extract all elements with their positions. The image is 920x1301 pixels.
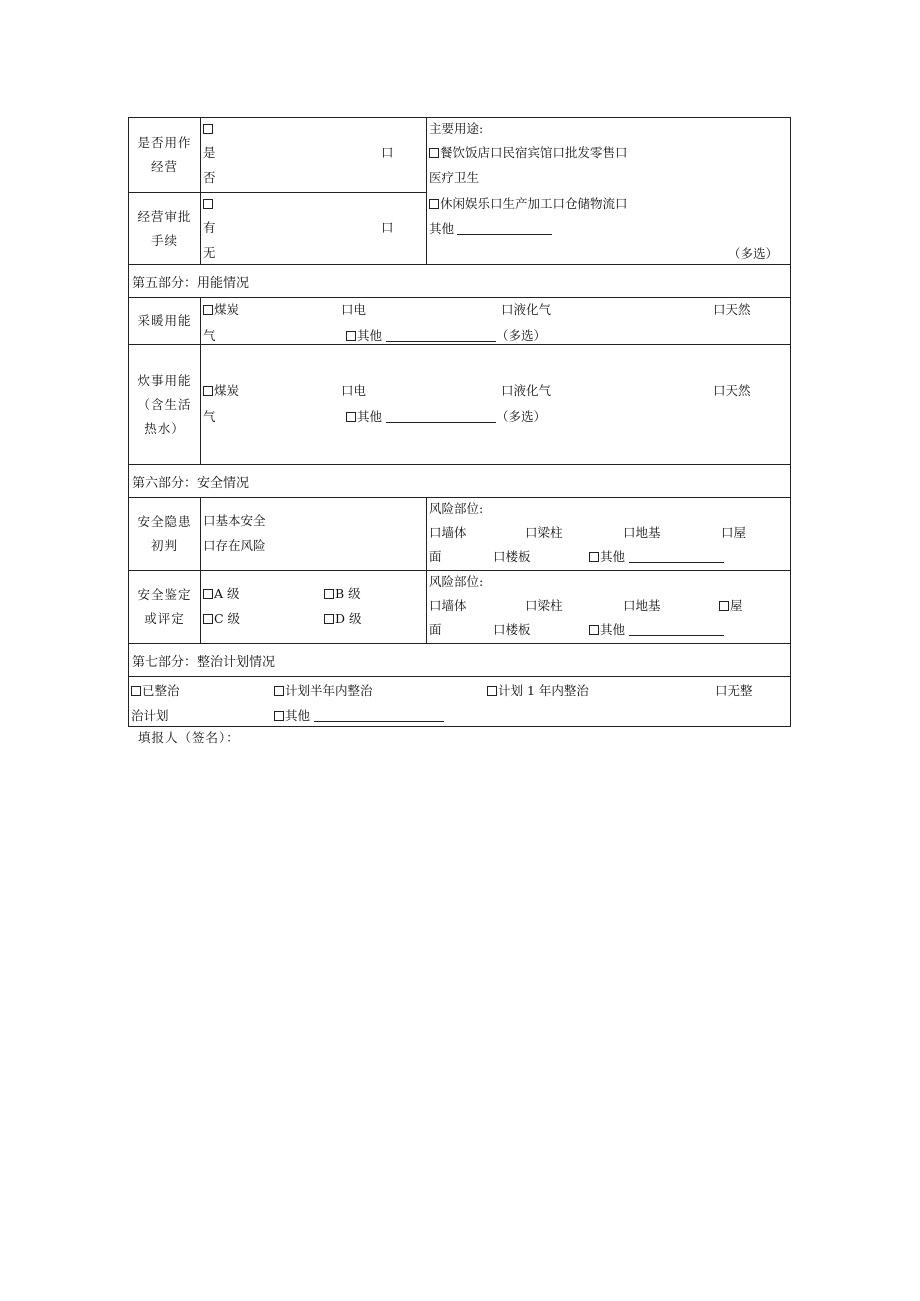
cooking-gas-option[interactable]: 口天然 (713, 383, 751, 398)
hazard-roof-label-cont: 面 (429, 549, 442, 564)
hazard-other-checkbox[interactable] (589, 552, 599, 562)
cooking-coal-checkbox[interactable] (203, 386, 213, 396)
heating-gas-option[interactable]: 口天然 (713, 302, 751, 317)
main-use-line1: 餐饮饭店口民宿宾馆口批发零售口 (440, 145, 628, 160)
approval-yes-checkbox[interactable] (203, 199, 213, 209)
hazard-options-cell (201, 498, 427, 571)
appraisal-a-checkbox[interactable] (203, 589, 213, 599)
appraisal-other-checkbox[interactable] (589, 625, 599, 635)
hazard-other-input[interactable] (629, 550, 724, 563)
main-use-line2: 医疗卫生 (429, 170, 480, 185)
main-use-cell (427, 118, 791, 265)
cooking-lpg-option[interactable]: 口液化气 (501, 383, 552, 398)
heating-other-input[interactable] (386, 329, 496, 342)
cooking-other-checkbox[interactable] (346, 412, 356, 422)
plan-one-year-checkbox[interactable] (487, 686, 497, 696)
hazard-floor-option[interactable]: 口楼板 (493, 549, 531, 564)
no-plan-option[interactable]: 口无整 (715, 683, 753, 698)
appraisal-wall-option[interactable]: 口墙体 (429, 598, 467, 613)
appraisal-roof-checkbox[interactable] (719, 601, 729, 611)
appraisal-b-label: B 级 (335, 586, 361, 601)
approval-label: 经营审批手续 (129, 193, 201, 265)
appraisal-roof-label: 屋 (730, 598, 743, 613)
hazard-wall-option[interactable]: 口墙体 (429, 525, 467, 540)
main-use-other-label: 其他 (429, 221, 455, 236)
appraisal-risk-cell (427, 571, 791, 644)
main-use-checkbox-catering[interactable] (429, 148, 439, 158)
approval-no-label: 无 (203, 245, 216, 260)
heating-options-cell (201, 298, 791, 345)
cooking-other-label: 其他 (357, 409, 383, 424)
rectified-label: 已整治 (142, 683, 180, 698)
approval-options-cell (201, 193, 427, 265)
appraisal-c-label: C 级 (214, 611, 241, 626)
appraisal-d-checkbox[interactable] (324, 614, 334, 624)
appraisal-d-label: D 级 (335, 611, 362, 626)
appraisal-other-label: 其他 (600, 622, 626, 637)
rectification-other-checkbox[interactable] (274, 711, 284, 721)
appraisal-a-label: A 级 (214, 586, 240, 601)
hazard-beam-option[interactable]: 口梁柱 (525, 525, 563, 540)
no-plan-label-cont: 治计划 (131, 708, 169, 723)
cooking-coal-label: 煤炭 (214, 383, 240, 398)
hazard-foundation-option[interactable]: 口地基 (623, 525, 661, 540)
plan-half-year-checkbox[interactable] (274, 686, 284, 696)
hazard-risk-option[interactable]: 口存在风险 (203, 538, 266, 553)
approval-yes-label: 有 (203, 220, 216, 235)
hazard-basic-safe-option[interactable]: 口基本安全 (203, 513, 266, 528)
hazard-label: 安全隐患初判 (129, 498, 201, 571)
heating-label: 采暖用能 (129, 298, 201, 345)
appraisal-c-checkbox[interactable] (203, 614, 213, 624)
hazard-risk-cell (427, 498, 791, 571)
appraisal-label: 安全鉴定或评定 (129, 571, 201, 644)
operation-yes-checkbox[interactable] (203, 124, 213, 134)
heating-other-label: 其他 (357, 328, 383, 343)
appraisal-risk-title: 风险部位: (429, 574, 484, 589)
appraisal-roof-label-cont: 面 (429, 622, 442, 637)
hazard-roof-option[interactable]: 口屋 (721, 525, 747, 540)
hazard-other-label: 其他 (600, 549, 626, 564)
survey-form (128, 117, 790, 727)
appraisal-b-checkbox[interactable] (324, 589, 334, 599)
operation-label: 是否用作经营 (129, 118, 201, 193)
main-use-line3: 休闲娱乐口生产加工口仓储物流口 (440, 196, 628, 211)
plan-half-year-label: 计划半年内整治 (285, 683, 373, 698)
cooking-multi-note: （多选） (496, 409, 547, 424)
appraisal-floor-option[interactable]: 口楼板 (493, 622, 531, 637)
rectification-other-input[interactable] (314, 709, 444, 722)
part7-title: 第七部分：整治计划情况 (129, 644, 791, 677)
heating-gas-label-cont: 气 (203, 328, 216, 343)
operation-yes-label: 是 (203, 145, 216, 160)
cooking-options-cell (201, 345, 791, 465)
form-table (128, 117, 791, 727)
rectified-checkbox[interactable] (131, 686, 141, 696)
main-use-title: 主要用途: (429, 121, 484, 136)
heating-electric-option[interactable]: 口电 (341, 302, 367, 317)
cooking-electric-option[interactable]: 口电 (341, 383, 367, 398)
operation-no-label: 否 (203, 170, 216, 185)
hazard-risk-title: 风险部位: (429, 501, 484, 516)
appraisal-other-input[interactable] (629, 623, 724, 636)
main-use-other-input[interactable] (457, 222, 552, 235)
plan-one-year-label: 计划 1 年内整治 (498, 683, 589, 698)
operation-options-cell (201, 118, 427, 193)
cooking-label: 炊事用能（含生活热水） (129, 345, 201, 465)
signature-label: 填报人（签名）： (138, 730, 240, 745)
appraisal-foundation-option[interactable]: 口地基 (623, 598, 661, 613)
rectification-options-cell (129, 677, 791, 727)
rectification-other-label: 其他 (285, 708, 311, 723)
main-use-checkbox-leisure[interactable] (429, 199, 439, 209)
operation-no-checkbox[interactable]: 口 (381, 145, 394, 160)
multi-select-note: （多选） (727, 246, 778, 261)
cooking-other-input[interactable] (386, 410, 496, 423)
approval-no-checkbox[interactable]: 口 (381, 220, 394, 235)
appraisal-options-cell (201, 571, 427, 644)
heating-coal-checkbox[interactable] (203, 305, 213, 315)
part5-title: 第五部分：用能情况 (129, 265, 791, 298)
heating-lpg-option[interactable]: 口液化气 (501, 302, 552, 317)
appraisal-beam-option[interactable]: 口梁柱 (525, 598, 563, 613)
heating-coal-label: 煤炭 (214, 302, 240, 317)
heating-multi-note: （多选） (496, 328, 547, 343)
cooking-gas-label-cont: 气 (203, 409, 216, 424)
heating-other-checkbox[interactable] (346, 331, 356, 341)
part6-title: 第六部分：安全情况 (129, 465, 791, 498)
